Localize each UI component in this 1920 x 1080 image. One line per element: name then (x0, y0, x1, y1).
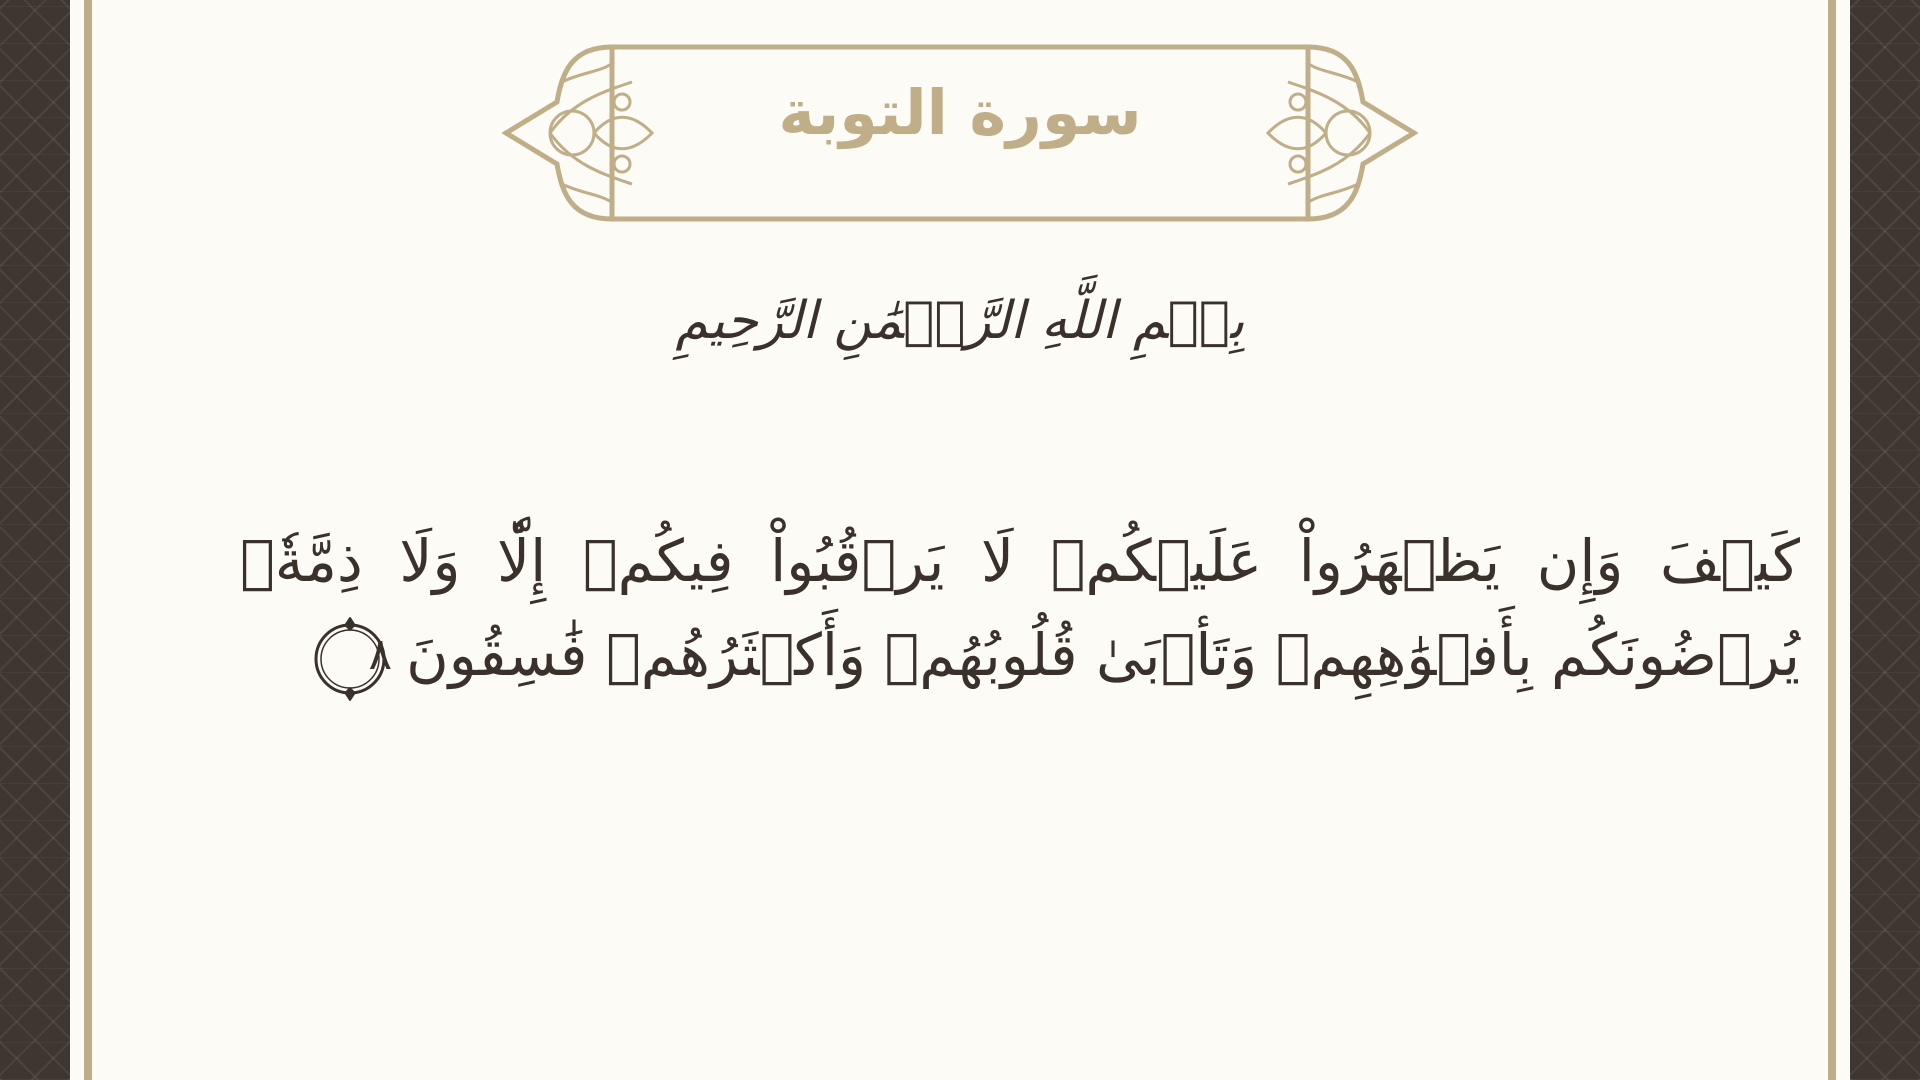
surah-title-cartouche (502, 42, 1418, 224)
verse-text: كَيۡفَ وَإِن يَظۡهَرُواْ عَلَيۡكُمۡ لَا يَرۡقُبُواْ فِيكُمۡ إِلّٗا وَلَا ذِمَّةٗۚ يُرۡضُونَكُم بِأَفۡوَٰهِهِمۡ وَتَأۡبَىٰ قُلُوبُهُمۡ وَأَكۡثَرُهُمۡ فَٰسِقُونَ (240, 527, 1800, 689)
right-gold-rule (1828, 0, 1836, 1080)
left-ornamental-border (0, 0, 70, 1080)
verse-block (240, 515, 1800, 703)
verse-number-marker (308, 617, 392, 701)
verse-number: ٨ (368, 628, 393, 680)
left-gold-rule (84, 0, 92, 1080)
surah-title: سورة التوبة (778, 76, 1142, 149)
right-ornamental-border (1850, 0, 1920, 1080)
basmala-calligraphy: بِسۡمِ اللَّهِ الرَّحۡمَٰنِ الرَّحِيمِ (675, 291, 1245, 351)
